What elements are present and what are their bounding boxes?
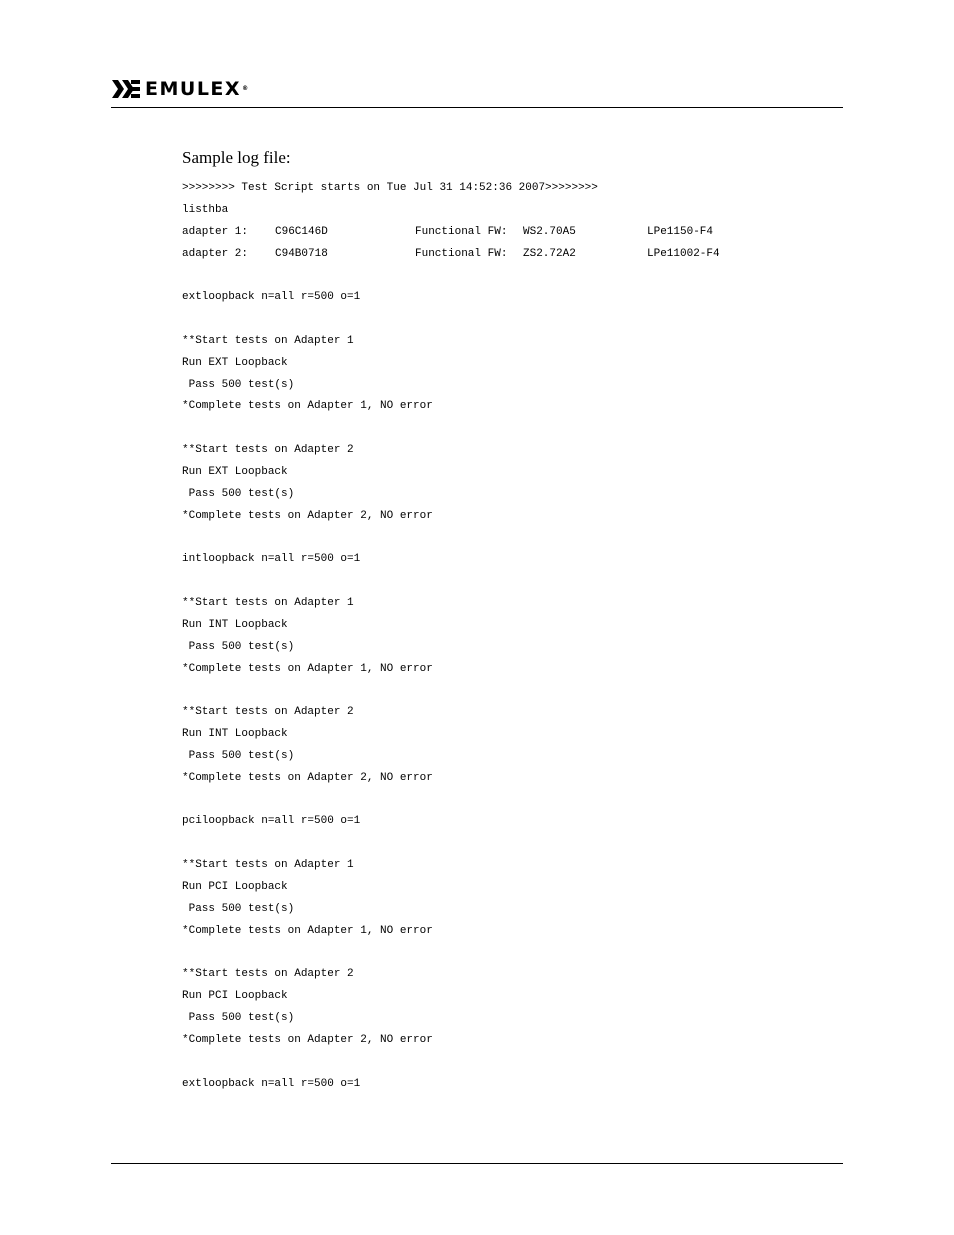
log-listing <box>182 178 720 1095</box>
footer-rule <box>111 1163 843 1164</box>
log-line: Run INT Loopback <box>182 728 288 741</box>
adapter-wwn: C96C146D <box>275 225 328 238</box>
registered-mark: ® <box>242 85 249 92</box>
log-line: Run EXT Loopback <box>182 356 288 369</box>
header-rule <box>111 107 843 108</box>
log-command: extloopback n=all r=500 o=1 <box>182 1077 361 1090</box>
adapter-fw-label: Functional FW: <box>415 247 508 260</box>
blank-line <box>182 943 598 965</box>
log-line: Run EXT Loopback <box>182 465 288 478</box>
log-line: *Complete tests on Adapter 2, NO error <box>182 1033 433 1046</box>
adapter-fw-label: Functional FW: <box>415 225 508 238</box>
log-line: *Complete tests on Adapter 1, NO error <box>182 400 433 413</box>
log-line: Pass 500 test(s) <box>182 1012 295 1025</box>
log-line: Pass 500 test(s) <box>182 640 295 653</box>
adapter-row <box>182 222 714 244</box>
blank-line <box>182 309 598 331</box>
log-command: intloopback n=all r=500 o=1 <box>182 553 361 566</box>
blank-line <box>182 680 598 702</box>
blank-line <box>182 833 598 855</box>
log-command: listhba <box>182 203 229 216</box>
adapter-fw: ZS2.72A2 <box>523 247 576 260</box>
adapter-label: adapter 2: <box>182 247 249 260</box>
adapter-model: LPe11002-F4 <box>647 247 720 260</box>
log-line: **Start tests on Adapter 1 <box>182 334 354 347</box>
adapter-label: adapter 1: <box>182 225 249 238</box>
log-line: >>>>>>>> Test Script starts on Tue Jul 31 14:52:36 2007>>>>>>>> <box>182 182 598 194</box>
log-line: **Start tests on Adapter 2 <box>182 706 354 719</box>
log-line: *Complete tests on Adapter 2, NO error <box>182 771 433 784</box>
blank-line <box>182 1052 598 1074</box>
adapter-wwn: C94B0718 <box>275 247 328 260</box>
logo-wordmark: EMULEX® <box>145 78 249 100</box>
log-command: extloopback n=all r=500 o=1 <box>182 291 361 304</box>
blank-line <box>182 418 598 440</box>
log-line: Run INT Loopback <box>182 618 288 631</box>
blank-line <box>182 265 598 287</box>
adapter-model: LPe1150-F4 <box>647 225 714 238</box>
log-line: Pass 500 test(s) <box>182 902 295 915</box>
log-line: **Start tests on Adapter 2 <box>182 444 354 457</box>
log-line: Pass 500 test(s) <box>182 378 295 391</box>
page-header <box>111 78 248 100</box>
log-command: pciloopback n=all r=500 o=1 <box>182 815 361 828</box>
adapter-fw: WS2.70A5 <box>523 225 576 238</box>
log-line: Pass 500 test(s) <box>182 749 295 762</box>
blank-line <box>182 528 598 550</box>
log-line: Pass 500 test(s) <box>182 487 295 500</box>
log-line: **Start tests on Adapter 1 <box>182 597 354 610</box>
section-caption: Sample log file: <box>182 148 291 167</box>
log-line: **Start tests on Adapter 1 <box>182 859 354 872</box>
blank-line <box>182 571 598 593</box>
blank-line <box>182 790 598 812</box>
emulex-logo-icon <box>111 78 141 100</box>
log-line: Run PCI Loopback <box>182 990 288 1003</box>
adapter-row <box>182 244 720 266</box>
log-line: *Complete tests on Adapter 1, NO error <box>182 924 433 937</box>
log-line: Run PCI Loopback <box>182 881 288 893</box>
log-line: *Complete tests on Adapter 1, NO error <box>182 662 433 675</box>
log-line: *Complete tests on Adapter 2, NO error <box>182 509 433 522</box>
log-line: **Start tests on Adapter 2 <box>182 968 354 981</box>
